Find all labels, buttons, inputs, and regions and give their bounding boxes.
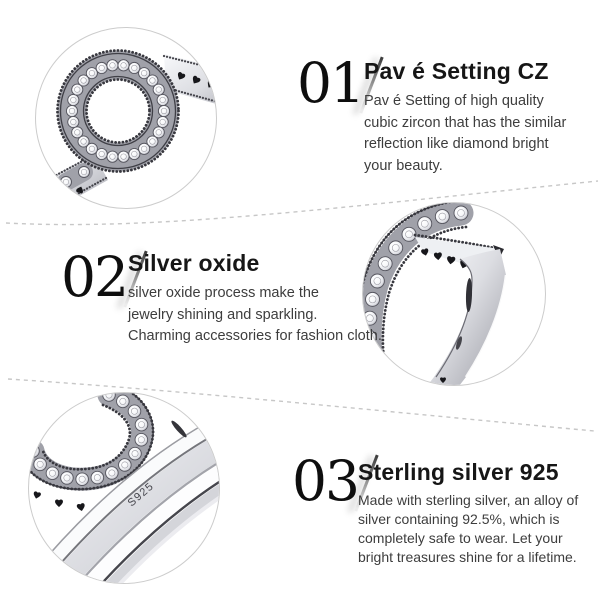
pave-stone — [135, 433, 148, 446]
ring-photo-halo-front — [35, 27, 217, 209]
pave-stone — [129, 148, 140, 159]
pave-stone — [117, 395, 130, 408]
pave-stone — [118, 151, 129, 162]
step-body-line: your beauty. — [364, 157, 443, 174]
pave-stones-halo — [66, 60, 169, 163]
step-copy-3 — [358, 459, 578, 567]
heart-cutout — [446, 256, 455, 265]
pave-stone — [107, 60, 118, 71]
step-copy-1 — [364, 58, 566, 177]
step-body-line: Made with sterling silver, an alloy of — [358, 492, 579, 508]
step-body-line: reflection like diamond bright — [364, 136, 549, 152]
ring-photo-inner-band — [28, 392, 220, 584]
step-number-3 — [292, 449, 368, 518]
pave-stone — [129, 447, 142, 460]
step-body-line: completely safe to wear. Let your — [358, 530, 563, 546]
pave-stone — [435, 210, 449, 224]
step-number-digits: 01 — [297, 51, 363, 115]
pave-stone — [106, 467, 119, 480]
s925-engraving: S925 — [125, 480, 157, 510]
pave-stone — [68, 94, 79, 105]
pave-stone — [135, 418, 148, 431]
milgrain-inner — [87, 80, 150, 143]
pave-stone — [119, 459, 132, 472]
pave-stone — [34, 458, 47, 471]
step-title: Silver oxide — [128, 250, 260, 276]
heart-cutout — [76, 503, 85, 512]
channel-inner — [84, 77, 153, 146]
step-body-line: silver oxide process make the — [128, 285, 319, 301]
step-number-digits: 02 — [61, 245, 127, 309]
pave-stone — [153, 84, 164, 95]
pave-stone — [454, 206, 468, 220]
pave-stone — [118, 60, 129, 71]
pave-stone — [157, 116, 168, 127]
pave-stone — [107, 151, 118, 162]
step-body-line: Charming accessories for fashion cloth. — [128, 328, 382, 344]
pave-stone — [66, 105, 77, 116]
pave-stone — [72, 127, 83, 138]
ring-band-side — [415, 235, 506, 385]
pave-stone — [158, 105, 169, 116]
heart-cutout — [33, 491, 42, 500]
shank-slit — [170, 419, 188, 439]
pave-stone — [91, 471, 104, 484]
pave-stone — [46, 467, 59, 480]
pave-stone — [128, 405, 141, 418]
pave-stone — [103, 393, 116, 401]
pave-halo — [58, 51, 179, 172]
step-body-line: silver containing 92.5%, which is — [358, 511, 560, 527]
pave-stone — [76, 473, 89, 486]
pave-stone — [96, 62, 107, 73]
step-body-line: bright treasures shine for a lifetime. — [358, 549, 577, 565]
ring-photo-side-profile — [362, 202, 546, 386]
pave-stone — [418, 217, 432, 231]
step-title: Pav é Setting CZ — [364, 58, 549, 84]
heart-cutout — [434, 252, 442, 260]
pave-stone — [61, 472, 74, 485]
step-body-line: Pav é Setting of high quality — [364, 93, 544, 109]
step-number-2 — [61, 245, 137, 314]
pave-stone — [157, 94, 168, 105]
step-number-digits: 03 — [292, 449, 358, 513]
step-title: Sterling silver 925 — [358, 459, 559, 485]
pave-stone — [389, 241, 403, 255]
step-copy-2 — [128, 250, 382, 348]
step-body-line: cubic zircon that has the similar — [364, 114, 567, 131]
pave-stone — [68, 116, 79, 127]
pave-stone — [79, 167, 90, 178]
step-body-line: jewelry shining and sparkling. — [128, 306, 318, 323]
step-number-1 — [297, 51, 373, 120]
ring-shank — [29, 411, 219, 583]
heart-cutout — [55, 500, 63, 508]
